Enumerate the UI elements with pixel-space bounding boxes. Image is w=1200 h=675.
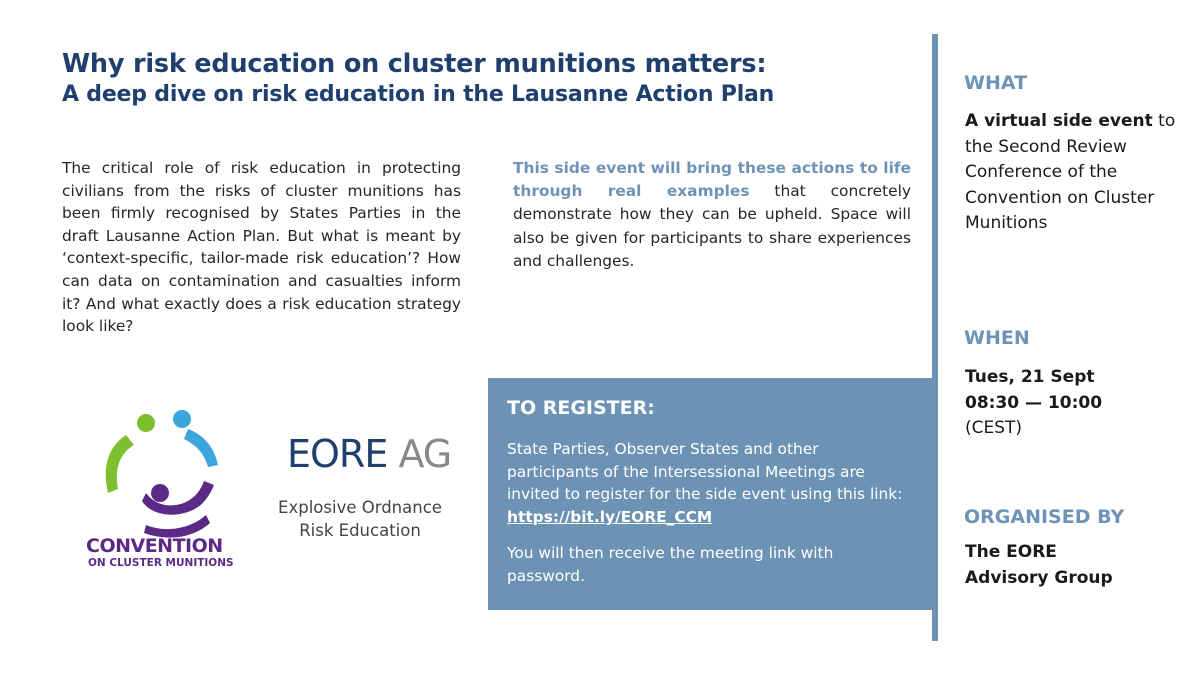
register-note: You will then receive the meeting link with password. (507, 544, 834, 585)
organiser-line1: The EORE (965, 542, 1057, 562)
register-box (488, 378, 932, 610)
when-zone: (CEST) (965, 418, 1023, 438)
what-text (965, 109, 1180, 237)
organised-heading: ORGANISED BY (964, 506, 1125, 528)
eore-logo-main: EORE (287, 432, 388, 476)
intro-paragraph: The critical role of risk education in protecting civilians from the risks of cluster munitions has been firmly recognised by States Parties in the draft Lausanne Action Plan. But what is meant by ‘context-specific, tailor-made risk education’? How can data on contamination and casualties inform it? And what exactly does a risk education strategy look like? (62, 159, 461, 336)
what-rest: to the Second Review Conference of the Convention on Cluster Munitions (965, 111, 1176, 233)
register-body (507, 438, 914, 528)
eore-logo-ag: AG (398, 432, 452, 476)
event-description-rest: that concretely demonstrate how they can be upheld. Space will also be given for participants to share experiences and challenges. (513, 182, 912, 270)
page-title: Why risk education on cluster munitions matters: (62, 49, 767, 79)
organised-text (965, 540, 1180, 591)
title-block (62, 48, 922, 110)
when-time: 08:30 — 10:00 (965, 392, 1103, 413)
ccm-logo-subtext: ON CLUSTER MUNITIONS (88, 557, 234, 569)
event-highlight: This side event will bring these actions to life through real examples (513, 159, 911, 201)
when-heading: WHEN (964, 327, 1030, 349)
register-text: State Parties, Observer States and other participants of the Intersessional Meetings are invited to register for the side event using this link: (507, 440, 903, 504)
eore-logo (287, 432, 451, 476)
ccm-logo-text: CONVENTION (86, 535, 223, 557)
page-subtitle: A deep dive on risk education in the Lausanne Action Plan (62, 82, 775, 107)
register-title: TO REGISTER: (507, 397, 655, 419)
event-description (513, 157, 911, 273)
register-link[interactable]: https://bit.ly/EORE_CCM (507, 507, 713, 526)
organiser-line2: Advisory Group (965, 567, 1113, 588)
when-text (965, 365, 1180, 442)
what-heading: WHAT (964, 72, 1028, 94)
what-bold: A virtual side event (965, 111, 1153, 131)
when-date: Tues, 21 Sept (965, 367, 1095, 387)
eore-logo-subtitle: Explosive Ordnance Risk Education (278, 498, 442, 540)
vertical-divider (932, 34, 938, 641)
